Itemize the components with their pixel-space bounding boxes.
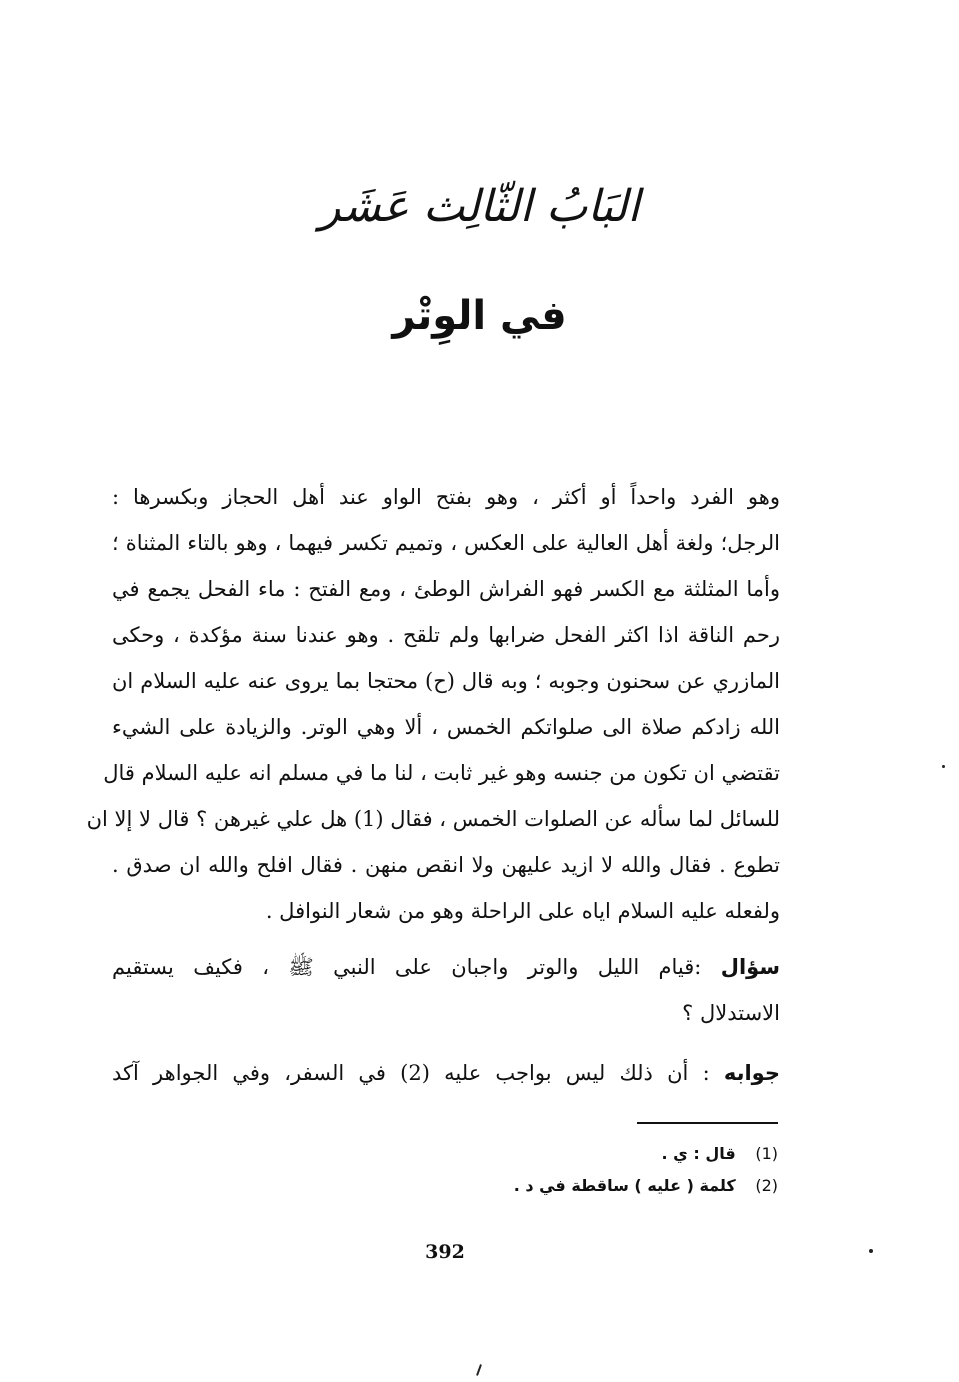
question-block — [112, 944, 780, 1036]
footnote-text: كلمة ( عليه ) ساقطة في د . — [513, 1176, 736, 1195]
text-line: تطوع . فقال والله لا ازيد عليهن ولا انقص منهن . فقال افلح والله ان صدق . — [112, 853, 780, 877]
footnote-number: (2) — [755, 1176, 778, 1195]
text-line: وأما المثلثة مع الكسر فهو الفراش الوطئ ، ومع الفتح : ماء الفحل يجمع في — [112, 577, 780, 601]
question-line — [112, 944, 780, 990]
text-line: الرجل؛ ولغة أهل العالية على العكس ، وتميم تكسر فيهما ، وهو بالتاء المثناة ؛ — [112, 531, 780, 555]
question-label: سؤال — [720, 955, 780, 979]
scan-speck — [942, 765, 945, 768]
text-line: وهو الفرد واحداً أو أكثر ، وهو بفتح الواو عند أهل الحجاز وبكسرها : — [112, 485, 780, 509]
main-text — [86, 474, 780, 1096]
answer-text: : أن ذلك ليس بواجب عليه (2) في السفر، وفي الجواهر آكد — [112, 1061, 710, 1085]
question-line-2: الاستدلال ؟ — [682, 1001, 780, 1025]
answer-block — [112, 1050, 780, 1096]
text-line: ولفعله عليه السلام اياه على الراحلة وهو من شعار النوافل . — [265, 899, 780, 923]
chapter-subtitle: في الوِتْر — [392, 293, 567, 339]
answer-label: جوابه — [723, 1061, 780, 1085]
footnote — [300, 1138, 778, 1170]
page-number: 392 — [425, 1241, 465, 1263]
answer-line — [112, 1050, 780, 1096]
scan-speck — [869, 1249, 873, 1253]
question-text: :قيام الليل والوتر واجبان على النبي ﷺ ، فكيف يستقيم — [112, 955, 702, 979]
text-line: تقتضي ان تكون من جنسه وهو غير ثابت ، لنا ما في مسلم انه عليه السلام قال — [103, 761, 780, 785]
footnote-text: قال : ي . — [661, 1144, 736, 1163]
chapter-title: البَابُ الثّالِث عَشَر — [319, 181, 640, 232]
text-line: الله زادكم صلاة الى صلواتكم الخمس ، ألا وهي الوتر. والزيادة على الشيء — [112, 715, 780, 739]
text-line: للسائل لما سأله عن الصلوات الخمس ، فقال (1) هل علي غيرهن ؟ قال لا إلا ان — [86, 807, 780, 831]
text-line: المازري عن سحنون وجوبه ؛ وبه قال (ح) محتجا بما يروى عنه عليه السلام ان — [112, 669, 780, 693]
footnote — [300, 1170, 778, 1202]
footnote-number: (1) — [755, 1144, 778, 1163]
footnote-separator — [637, 1122, 778, 1124]
footnotes — [300, 1138, 778, 1202]
text-line: رحم الناقة اذا اكثر الفحل ضرابها ولم تلقح . وهو عندنا سنة مؤكدة ، وحكى — [112, 623, 780, 647]
scan-speck — [476, 1364, 482, 1376]
